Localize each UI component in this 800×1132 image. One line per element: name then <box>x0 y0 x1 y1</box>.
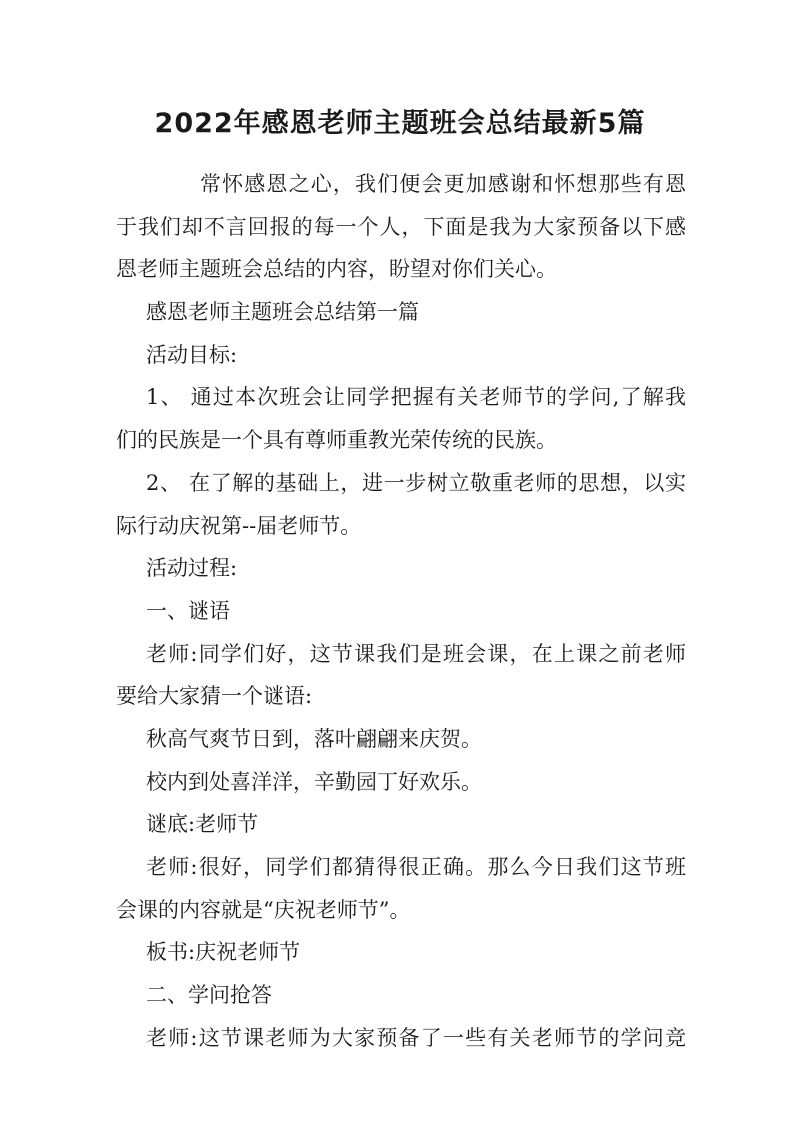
paragraph-line: 老师:这节课老师为大家预备了一些有关老师节的学问竞 <box>146 1025 686 1050</box>
paragraph-line: 2、 在了解的基础上，进一步树立敬重老师的思想，以实 <box>146 470 686 495</box>
paragraph-line: 校内到处喜洋洋，辛勤园丁好欢乐。 <box>146 769 482 794</box>
paragraph-line: 老师:同学们好，这节课我们是班会课，在上课之前老师 <box>146 641 686 666</box>
paragraph-line: 秋高气爽节日到，落叶翩翩来庆贺。 <box>146 726 482 751</box>
paragraph-line: 感恩老师主题班会总结第一篇 <box>146 300 419 325</box>
document-body <box>116 163 686 1059</box>
paragraph-line: 活动目标: <box>146 342 238 367</box>
paragraph-line: 会课的内容就是“庆祝老师节”。 <box>116 897 411 922</box>
paragraph-line: 板书:庆祝老师节 <box>146 940 301 965</box>
paragraph-line: 于我们却不言回报的每一个人，下面是我为大家预备以下感 <box>116 214 686 239</box>
paragraph-line: 二、学问抢答 <box>146 983 272 1008</box>
document-title: 2022年感恩老师主题班会总结最新5篇 <box>154 108 646 139</box>
paragraph-line: 际行动庆祝第--届老师节。 <box>116 513 362 538</box>
paragraph-line: 1、 通过本次班会让同学把握有关老师节的学问,了解我 <box>146 385 686 410</box>
paragraph-line: 谜底:老师节 <box>146 812 259 837</box>
paragraph-line: 活动过程: <box>146 556 238 581</box>
paragraph-line: 常怀感恩之心，我们便会更加感谢和怀想那些有恩 <box>200 172 686 196</box>
paragraph-line: 老师:很好，同学们都猜得很正确。那么今日我们这节班 <box>146 855 686 879</box>
paragraph-line: 要给大家猜一个谜语: <box>116 684 313 709</box>
paragraph-line: 们的民族是一个具有尊师重教光荣传统的民族。 <box>116 428 557 453</box>
paragraph-line: 恩老师主题班会总结的内容，盼望对你们关心。 <box>116 257 557 282</box>
paragraph-line: 一、谜语 <box>146 598 230 623</box>
